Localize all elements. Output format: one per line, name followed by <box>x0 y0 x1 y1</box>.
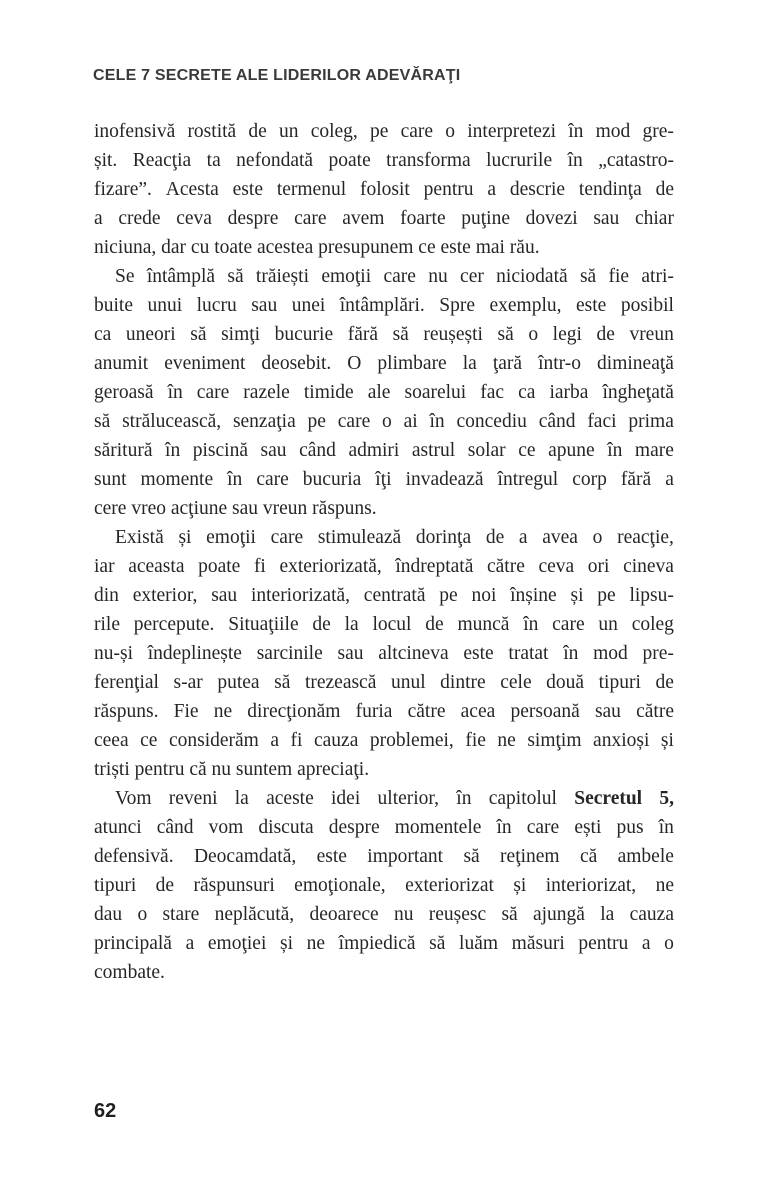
text-line: iar aceasta poate fi exteriorizată, îndreptată către ceva ori cineva <box>94 556 674 577</box>
text-line: sunt momente în care bucuria îţi invadează întregul corp fără a <box>94 469 674 490</box>
text-line: nu-și îndeplinește sarcinile sau altcineva este tratat în mod pre- <box>94 643 674 664</box>
text-line: inofensivă rostită de un coleg, pe care o interpretezi în mod gre- <box>94 121 674 142</box>
text-line: Vom reveni la aceste idei ulterior, în capitolul Secretul 5, <box>115 788 674 809</box>
text-line: cere vreo acţiune sau vreun răspuns. <box>94 498 377 519</box>
text-line: atunci când vom discuta despre momentele în care ești pus în <box>94 817 674 838</box>
text-line: Există și emoţii care stimulează dorinţa de a avea o reacţie, <box>115 527 674 548</box>
text-line: buite unui lucru sau unei întâmplări. Spre exemplu, este posibil <box>94 295 674 316</box>
text-line: rile percepute. Situaţiile de la locul de muncă în care un coleg <box>94 614 674 635</box>
text-line: principală a emoţiei și ne împiedică să luăm măsuri pentru a o <box>94 933 674 954</box>
text-line: geroasă în care razele timide ale soarelui fac ca iarba îngheţată <box>94 382 674 403</box>
text-line: triști pentru că nu suntem apreciaţi. <box>94 759 370 780</box>
text-line: niciuna, dar cu toate acestea presupunem ce este mai rău. <box>94 237 540 258</box>
text-line: tipuri de răspunsuri emoţionale, exteriorizat și interiorizat, ne <box>94 875 674 896</box>
text-line: săritură în piscină sau când admiri astrul solar ce apune în mare <box>94 440 674 461</box>
text-line: ca uneori să simţi bucurie fără să reușești să o legi de vreun <box>94 324 674 345</box>
running-header: CELE 7 SECRETE ALE LIDERILOR ADEVĂRAŢI <box>93 67 461 84</box>
text-line: combate. <box>94 962 165 983</box>
text-line: șit. Reacţia ta nefondată poate transforma lucrurile în „catastro- <box>94 150 674 171</box>
text-line: din exterior, sau interiorizată, centrată pe noi înșine și pe lipsu- <box>94 585 674 606</box>
text-line: a crede ceva despre care avem foarte puţine dovezi sau chiar <box>94 208 674 229</box>
text-line: fizare”. Acesta este termenul folosit pentru a descrie tendinţa de <box>94 179 674 200</box>
text-line: defensivă. Deocamdată, este important să reţinem că ambele <box>94 846 674 867</box>
text-line: răspuns. Fie ne direcţionăm furia către acea persoană sau către <box>94 701 674 722</box>
text-line: ferenţial s-ar putea să trezească unul dintre cele două tipuri de <box>94 672 674 693</box>
text-line: anumit eveniment deosebit. O plimbare la ţară într-o dimineaţă <box>94 353 674 374</box>
text-block <box>94 117 674 987</box>
text-line: ceea ce considerăm a fi cauza problemei, fie ne simţim anxioși și <box>94 730 674 751</box>
text-line: să strălucească, senzaţia pe care o ai în concediu când faci prima <box>94 411 674 432</box>
text-line: dau o stare neplăcută, deoarece nu reușesc să ajungă la cauza <box>94 904 674 925</box>
text-line: Se întâmplă să trăiești emoţii care nu cer niciodată să fie atri- <box>115 266 674 287</box>
page-number: 62 <box>94 1100 117 1122</box>
